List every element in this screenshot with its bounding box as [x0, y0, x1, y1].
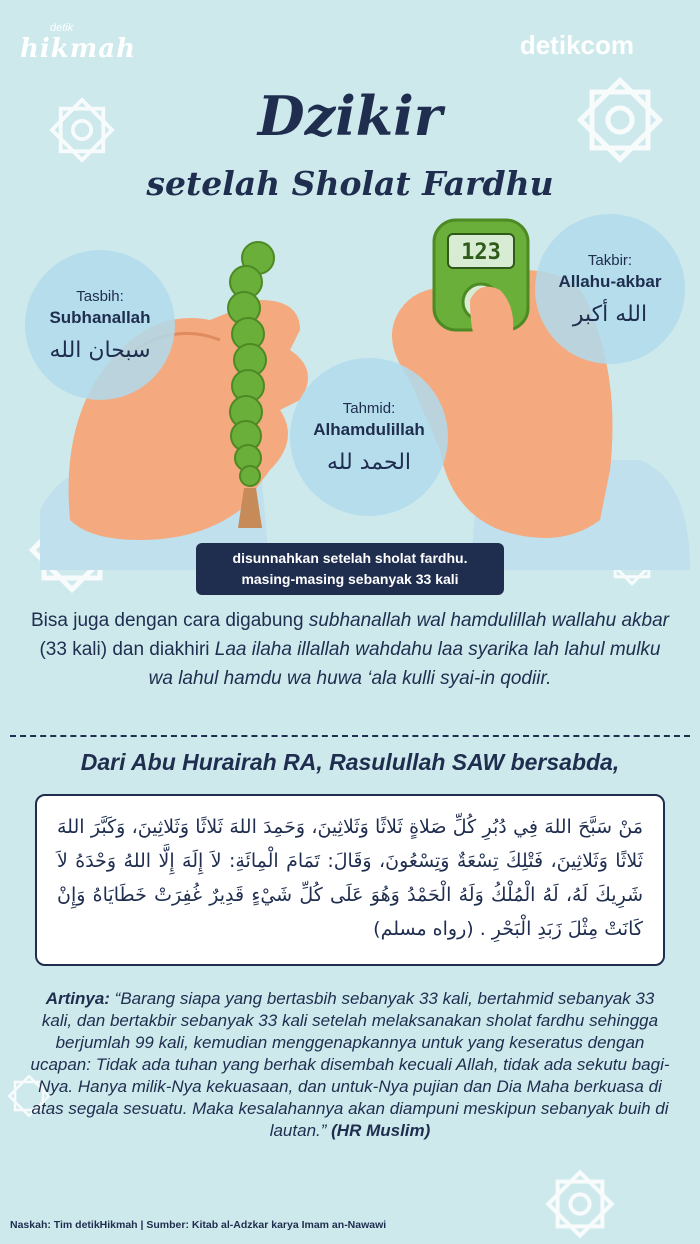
takbir-latin: Allahu-akbar — [558, 271, 662, 291]
detikcom-logo: detikcom — [519, 30, 634, 60]
tasbih-latin: Subhanallah — [49, 307, 151, 327]
para-italic-1: subhanallah wal hamdulillah wallahu akbar — [308, 610, 670, 631]
hadith-arabic-text: مَنْ سَبَّحَ اللهَ فِي دُبُرِ كُلِّ صَلاةٍ ثَلاثًا وَثَلاثِينَ، وَحَمِدَ اللهَ ثَلاثًا وَثَلاثِينَ، وَكَبَّرَ اللهَ ثَلاثًا وَثَلاثِينَ، فَتْلِكَ تِسْعَةٌ وَتِسْعُونَ، وَقَالَ: تَمَامَ الْمِائَةِ: لاَ إِلَهَ إِلَّا اللهُ وَحْدَهُ لاَ شَرِيكَ لَهُ، لَهُ الْمُلْكُ وَلَهُ الْحَمْدُ وَهُوَ عَلَى كُلِّ شَيْءٍ قَدِيرٌ غُفِرَتْ خَطَايَاهُ وَإِنْ كَانَتْ مِثْلَ زَبَدِ الْبَحْرِ . (رواه مسلم) — [57, 816, 643, 940]
para-text-2: (33 kali) dan diakhiri — [39, 639, 215, 660]
tahmid-latin: Alhamdulillah — [313, 419, 425, 439]
logo-big-text: hikmah — [20, 34, 137, 64]
takbir-label: Takbir: — [587, 251, 633, 269]
para-text-1: Bisa juga dengan cara digabung — [30, 610, 309, 631]
tahmid-arabic: الحمد لله — [326, 449, 412, 475]
translation-label: Artinya: — [45, 989, 110, 1008]
hadith-arabic-box — [35, 794, 665, 966]
dashed-divider — [10, 735, 690, 737]
ornament-bottom-right-icon — [530, 1164, 630, 1244]
takbir-circle — [535, 214, 685, 364]
footer-credits: Naskah: Tim detikHikmah | Sumber: Kitab al-Adzkar karya Imam an-Nawawi — [10, 1219, 387, 1231]
hero-illustration — [0, 210, 700, 570]
page-title: Dzikir — [257, 84, 443, 148]
takbir-arabic: الله أكبر — [572, 301, 648, 327]
para-italic-2: Laa ilaha illallah wahdahu laa syarika lah lahul mulku wa lahul hamdu wa huwa ‘ala kulli syai-in qodiir. — [148, 639, 661, 689]
tasbih-label: Tasbih: — [76, 287, 124, 305]
logo-small-text: detik — [50, 22, 74, 34]
translation-text: “Barang siapa yang bertasbih sebanyak 33 kali, bertahmid sebanyak 33 kali, dan bertakbir sebanyak 33 kali setelah melaksanakan sholat fardhu sehingga berjumlah 99 kali, kemudian menggenapkannya untuk yang keseratus dengan ucapan: Tidak ada tuhan yang berhak disembah kecuali Allah, tidak ada sekutu bagi-Nya. Hanya milik-Nya kekuasaan, dan untuk-Nya pujian dan Dia Maha berkuasa di atas segala sesuatu. Maka kesalahannya akan diampuni meskipun sebanyak buih di lautan.” — [30, 989, 670, 1140]
hadith-translation — [30, 988, 670, 1142]
tahmid-label: Tahmid: — [342, 399, 396, 417]
page-subtitle: setelah Sholat Fardhu — [146, 164, 554, 203]
combined-dzikir-paragraph — [30, 606, 670, 693]
badge-line-1: disunnahkan setelah sholat fardhu. — [232, 550, 468, 566]
translation-source: (HR Muslim) — [326, 1121, 431, 1140]
counter-display: 123 — [461, 240, 501, 265]
tahmid-circle — [290, 358, 448, 516]
tasbih-circle — [25, 250, 175, 400]
hadith-heading: Dari Abu Hurairah RA, Rasulullah SAW bersabda, — [80, 749, 620, 775]
badge-line-2: masing-masing sebanyak 33 kali — [241, 571, 459, 587]
instruction-badge — [196, 543, 504, 595]
tasbih-arabic: سبحان الله — [49, 337, 151, 363]
